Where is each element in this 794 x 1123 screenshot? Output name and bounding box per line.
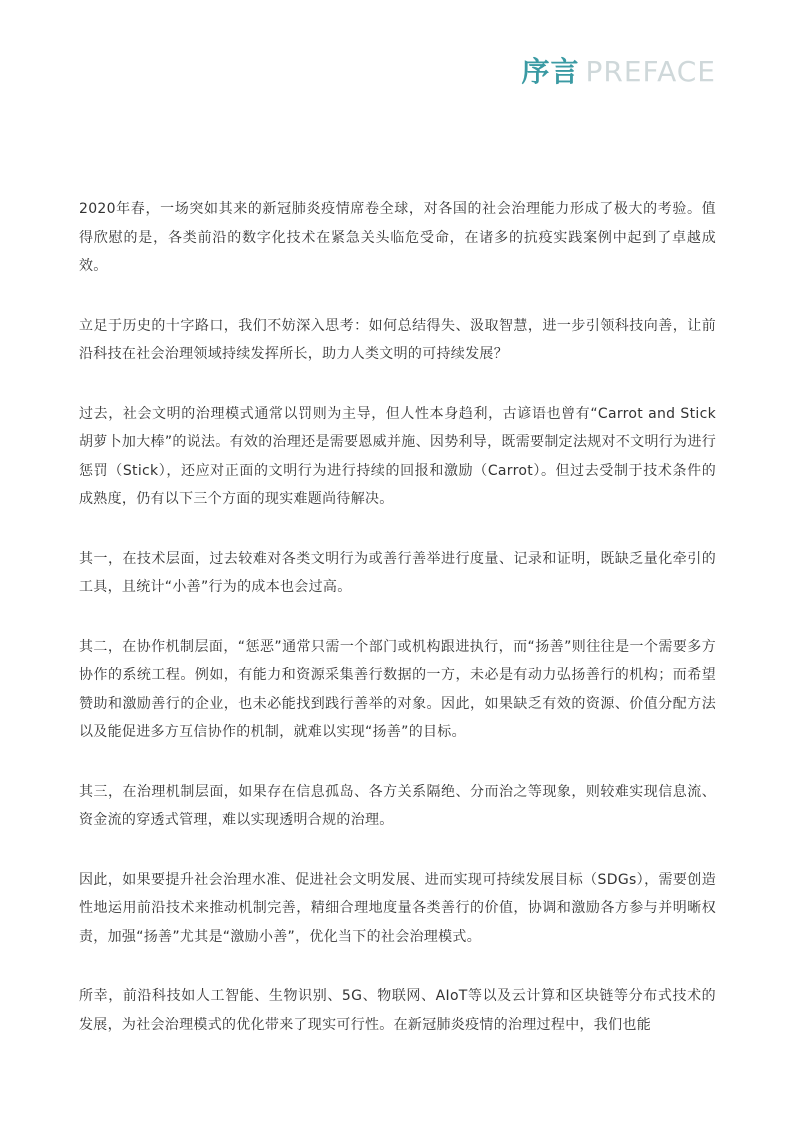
paragraph-2: 立足于历史的十字路口，我们不妨深入思考：如何总结得失、汲取智慧，进一步引领科技向善，让前沿科技在社会治理领域持续发挥所长，助力人类文明的可持续发展？: [79, 317, 716, 362]
header-title-cn: 序言: [521, 55, 580, 88]
preface-body: [79, 195, 716, 1070]
paragraph-7: 因此，如果要提升社会治理水准、促进社会文明发展、进而实现可持续发展目标（SDGs），需要创造性地运用前沿技术来推动机制完善，精细合理地度量各类善行的价值，协调和激励各方参与并明晰权责，加强“扬善”尤其是“激励小善”，优化当下的社会治理模式。: [79, 871, 716, 945]
paragraph-5: 其二，在协作机制层面，“惩恶”通常只需一个部门或机构跟进执行，而“扬善”则往往是一个需要多方协作的系统工程。例如，有能力和资源采集善行数据的一方，未必是有动力弘扬善行的机构；而希望赞助和激励善行的企业，也未必能找到践行善举的对象。因此，如果缺乏有效的资源、价值分配方法以及能促进多方互信协作的机制，就难以实现“扬善”的目标。: [79, 638, 716, 740]
page-header: [522, 50, 717, 90]
paragraph-8: 所幸，前沿科技如人工智能、生物识别、5G、物联网、AIoT等以及云计算和区块链等分布式技术的发展，为社会治理模式的优化带来了现实可行性。在新冠肺炎疫情的治理过程中，我们也能: [79, 988, 716, 1033]
header-title-en: PREFACE: [585, 55, 716, 88]
paragraph-3: 过去，社会文明的治理模式通常以罚则为主导，但人性本身趋利，古谚语也曾有“Carrot and Stick胡萝卜加大棒”的说法。有效的治理还是需要恩威并施、因势利导，既需要制定法规对不文明行为进行惩罚（Stick），还应对正面的文明行为进行持续的回报和激励（Carrot）。但过去受制于技术条件的成熟度，仍有以下三个方面的现实难题尚待解决。: [79, 405, 716, 507]
paragraph-6: 其三，在治理机制层面，如果存在信息孤岛、各方关系隔绝、分而治之等现象，则较难实现信息流、资金流的穿透式管理，难以实现透明合规的治理。: [79, 783, 716, 828]
paragraph-1: 2020年春，一场突如其来的新冠肺炎疫情席卷全球，对各国的社会治理能力形成了极大的考验。值得欣慰的是，各类前沿的数字化技术在紧急关头临危受命，在诸多的抗疫实践案例中起到了卓越成效。: [79, 201, 716, 274]
paragraph-4: 其一，在技术层面，过去较难对各类文明行为或善行善举进行度量、记录和证明，既缺乏量化牵引的工具，且统计“小善”行为的成本也会过高。: [79, 550, 716, 595]
